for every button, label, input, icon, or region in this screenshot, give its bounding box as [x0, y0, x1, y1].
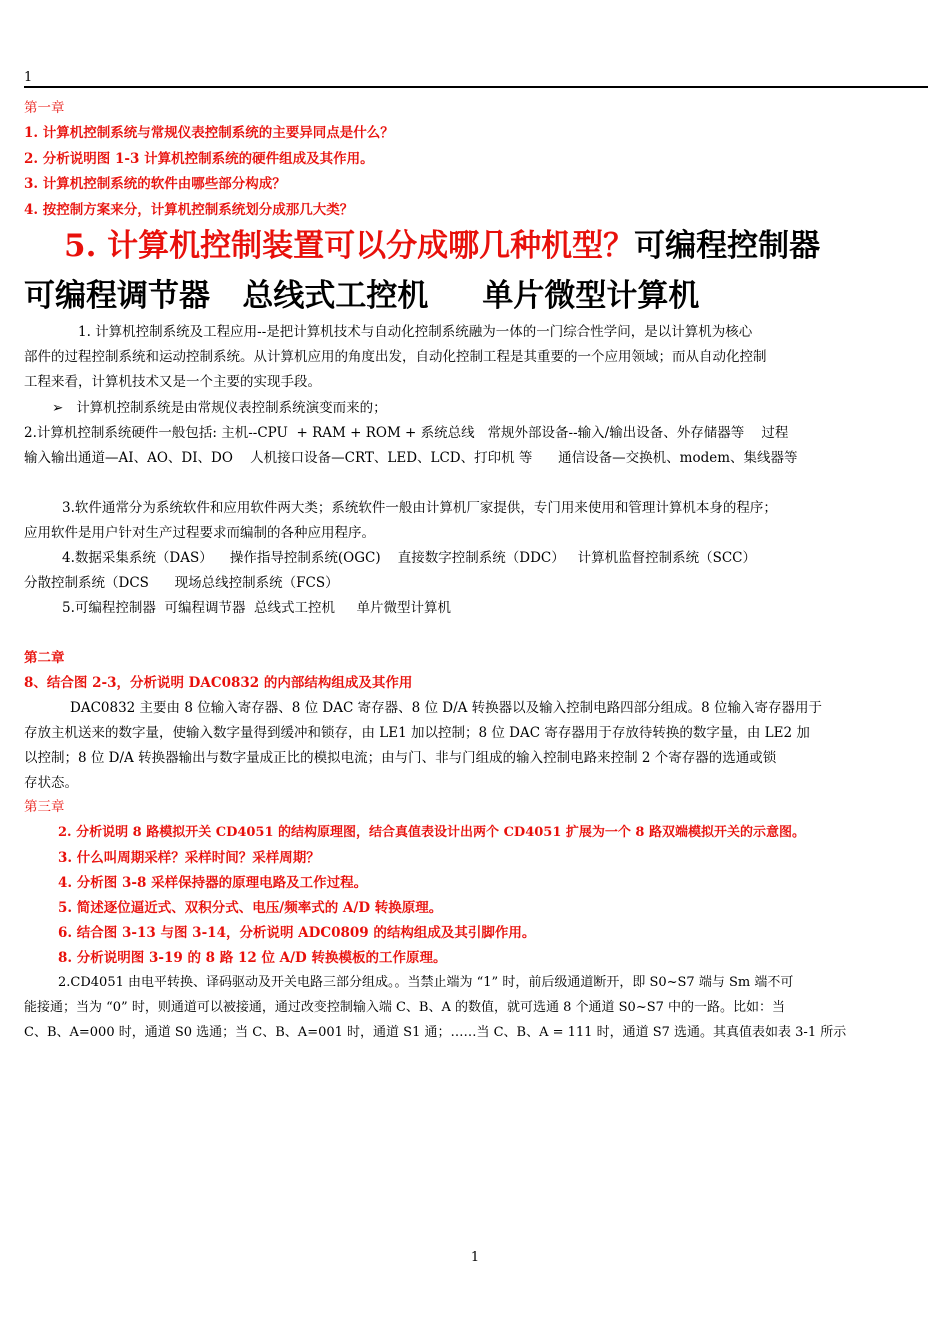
ch3-question-8: 8. 分析说明图 3-19 的 8 路 12 位 A/D 转换模板的工作原理。 [58, 950, 447, 966]
ch2-question-8: 8、结合图 2-3，分析说明 DAC0832 的内部结构组成及其作用 [24, 675, 413, 691]
ch3-answer-line2: 能接通；当为 “0” 时，则通道可以被接通，通过改变控制输入端 C、B、A 的数值，就可选通 8 个通道 S0~S7 中的一路。比如：当 [24, 1000, 786, 1015]
chapter-3-title: 第三章 [24, 799, 65, 815]
ch2-answer-line3: 以控制；8 位 D/A 转换器输出与数字量成正比的模拟电流；由与门、非与门组成的输入控制电路来控制 2 个寄存器的选通或锁 [24, 750, 777, 766]
ch1-question-4: 4. 按控制方案来分，计算机控制系统划分成那几大类？ [24, 202, 354, 218]
ch3-question-6: 6. 结合图 3-13 与图 3-14，分析说明 ADC0809 的结构组成及其引脚作用。 [58, 925, 536, 941]
ch1-answer-3-line1: 3.软件通常分为系统软件和应用软件两大类；系统软件一般由计算机厂家提供，专门用来使用和管理计算机本身的程序； [62, 500, 777, 516]
ch1-question-5-text: 5. 计算机控制装置可以分成哪几种机型？ [64, 228, 635, 264]
ch1-question-2: 2. 分析说明图 1-3 计算机控制系统的硬件组成及其作用。 [24, 151, 374, 167]
ch3-answer-line1: 2.CD4051 由电平转换、译码驱动及开关电路三部分组成。。当禁止端为 “1” 时，前后级通道断开，即 S0~S7 端与 Sm 端不可 [58, 975, 794, 990]
ch3-question-4: 4. 分析图 3-8 采样保持器的原理电路及工作过程。 [58, 875, 368, 891]
ch3-question-5: 5. 简述逐位逼近式、双积分式、电压/频率式的 A/D 转换原理。 [58, 900, 443, 916]
ch1-question-5 [64, 226, 820, 266]
chapter-2-title: 第二章 [24, 650, 65, 666]
arrow-bullet-icon: ➢ [52, 400, 64, 416]
ch1-answer-1-bullet-text: 计算机控制系统是由常规仪表控制系统演变而来的； [76, 400, 387, 416]
footer-page-number: 1 [470, 1250, 480, 1265]
ch2-answer-line2: 存放主机送来的数字量，使输入数字量得到缓冲和锁存，由 LE1 加以控制；8 位 DAC 寄存器用于存放待转换的数字量，由 LE2 加 [24, 725, 810, 741]
ch1-answer-1-line3: 工程来看，计算机技术又是一个主要的实现手段。 [24, 374, 321, 390]
ch1-answer-5: 5.可编程控制器 可编程调节器 总线式工控机 单片微型计算机 [62, 600, 452, 616]
header-page-number: 1 [24, 70, 33, 85]
chapter-1-title: 第一章 [24, 100, 65, 116]
ch3-answer-line3: C、B、A=000 时，通道 S0 选通；当 C、B、A=001 时，通道 S1 通；……当 C、B、A = 111 时，通道 S7 选通。其真值表如表 3-1 所示 [24, 1025, 847, 1040]
ch1-question-5-answer-start: 可编程控制器 [634, 228, 821, 264]
ch1-answer-1-bullet [52, 398, 387, 418]
ch1-answer-4-line1: 4.数据采集系统（DAS） 操作指导控制系统(OGC) 直接数字控制系统（DDC） 计算机监督控制系统（SCC） [62, 550, 757, 566]
header-rule [24, 86, 928, 88]
ch2-answer-line1: DAC0832 主要由 8 位输入寄存器、8 位 DAC 寄存器、8 位 D/A 转换器以及输入控制电路四部分组成。8 位输入寄存器用于 [70, 700, 823, 716]
ch1-answer-2-line1: 2.计算机控制系统硬件一般包括: 主机--CPU + RAM + ROM + 系统总线 常规外部设备--输入/输出设备、外存储器等 过程 [24, 425, 789, 441]
ch1-answer-1-line1: 1. 计算机控制系统及工程应用--是把计算机技术与自动化控制系统融为一体的一门综合性学问，是以计算机为核心 [78, 324, 753, 340]
ch1-question-1: 1. 计算机控制系统与常规仪表控制系统的主要异同点是什么？ [24, 125, 394, 141]
ch1-answer-3-line2: 应用软件是用户针对生产过程要求而编制的各种应用程序。 [24, 525, 375, 541]
ch1-question-5-answer-line2: 可编程调节器 总线式工控机 单片微型计算机 [24, 278, 700, 314]
ch1-answer-2-line2: 输入输出通道—AI、AO、DI、DO 人机接口设备—CRT、LED、LCD、打印机 等 通信设备—交换机、modem、集线器等 [24, 450, 798, 466]
ch1-answer-4-line2: 分散控制系统（DCS 现场总线控制系统（FCS） [24, 575, 339, 591]
ch2-answer-line4: 存状态。 [24, 775, 78, 791]
ch3-question-2: 2. 分析说明 8 路模拟开关 CD4051 的结构原理图，结合真值表设计出两个 CD4051 扩展为一个 8 路双端模拟开关的示意图。 [58, 825, 805, 840]
ch1-answer-1-line2: 部件的过程控制系统和运动控制系统。从计算机应用的角度出发，自动化控制工程是其重要的一个应用领域；而从自动化控制 [24, 349, 767, 365]
ch1-question-3: 3. 计算机控制系统的软件由哪些部分构成？ [24, 176, 286, 192]
ch3-question-3: 3. 什么叫周期采样？采样时间？采样周期？ [58, 850, 320, 866]
